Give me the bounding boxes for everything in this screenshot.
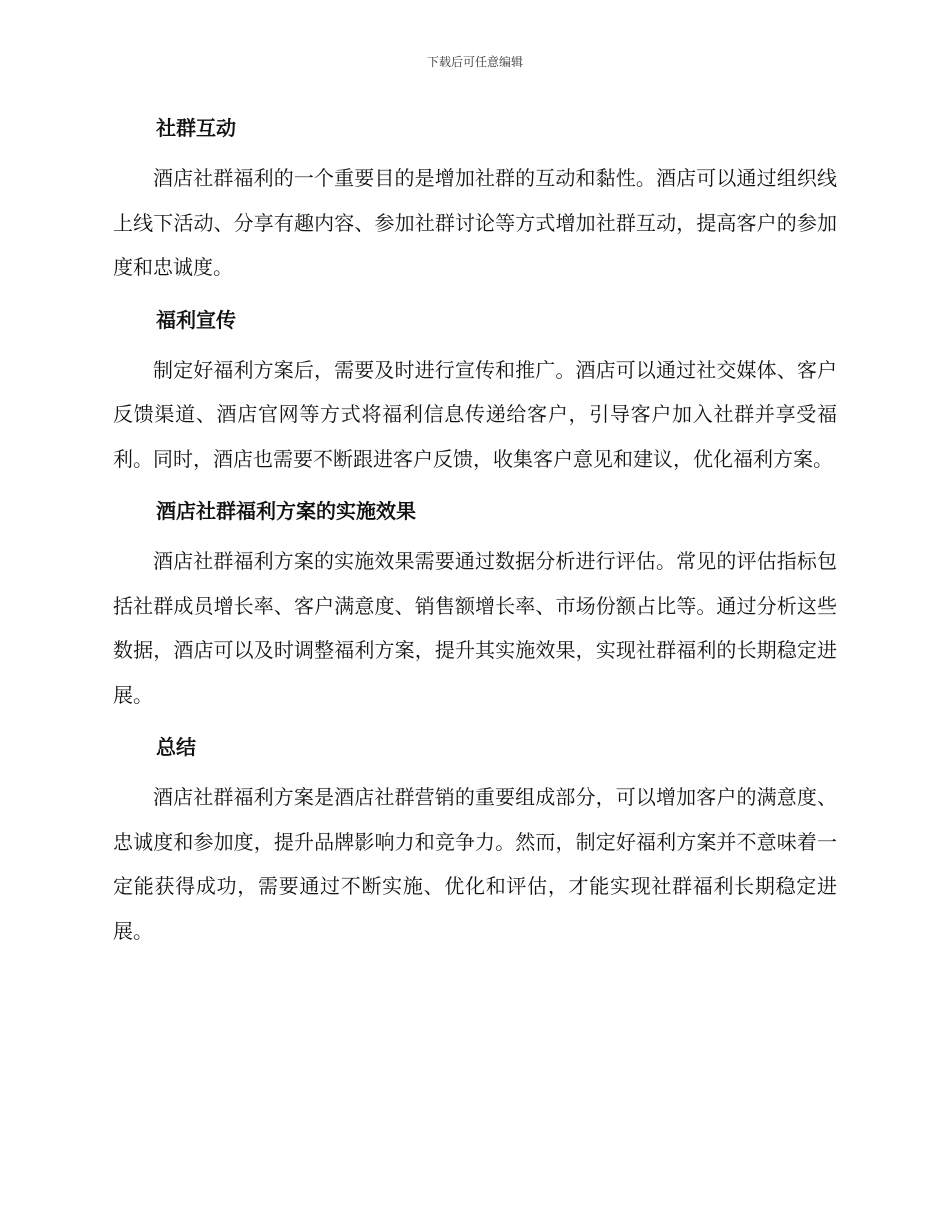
- page-header: 下载后可任意编辑: [426, 55, 523, 69]
- section-heading: 总结: [156, 735, 196, 759]
- section-heading: 福利宣传: [156, 307, 236, 332]
- section-paragraph: 酒店社群福利方案的实施效果需要通过数据分析进行评估。常见的评估指标包括社群成员增长率、客户满意度、销售额增长率、市场份额占比等。通过分析这些数据，酒店可以及时调整福利方案，提升其实施效果，实现社群福利的长期稳定进展。: [113, 549, 837, 707]
- section-summary: [113, 731, 837, 953]
- section-paragraph: 酒店社群福利的一个重要目的是增加社群的互动和黏性。酒店可以通过组织线上线下活动、分享有趣内容、参加社群讨论等方式增加社群互动，提高客户的参加度和忠诚度。: [113, 166, 837, 279]
- section-paragraph: 酒店社群福利方案是酒店社群营销的重要组成部分，可以增加客户的满意度、忠诚度和参加度，提升品牌影响力和竞争力。然而，制定好福利方案并不意味着一定能获得成功，需要通过不断实施、优化和评估，才能实现社群福利长期稳定进展。: [113, 785, 837, 943]
- section-paragraph: 制定好福利方案后，需要及时进行宣传和推广。酒店可以通过社交媒体、客户反馈渠道、酒店官网等方式将福利信息传递给客户，引导客户加入社群并享受福利。同时，酒店也需要不断跟进客户反馈，收集客户意见和建议，优化福利方案。: [113, 357, 837, 471]
- document-content: [113, 112, 837, 953]
- section-heading: 社群互动: [156, 116, 236, 140]
- section-heading: 酒店社群福利方案的实施效果: [156, 499, 416, 523]
- section-implementation-effect: [113, 495, 837, 717]
- section-benefit-promotion: [113, 304, 837, 482]
- section-community-interaction: [113, 112, 837, 290]
